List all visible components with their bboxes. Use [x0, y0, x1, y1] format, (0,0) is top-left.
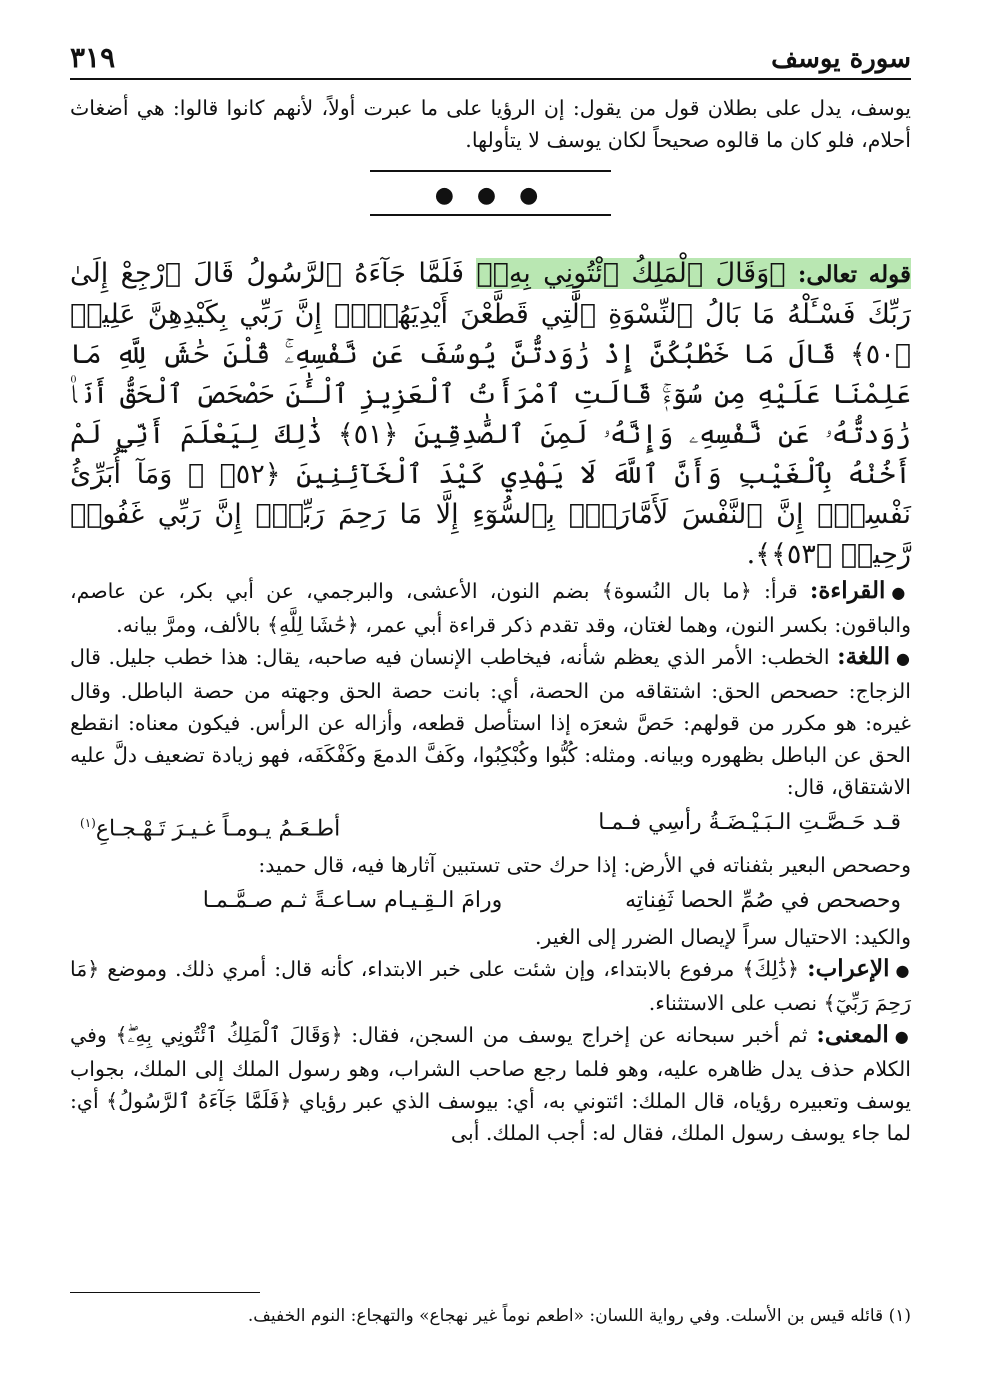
irab-section: [70, 953, 911, 1019]
footnote-number: (١): [888, 1306, 911, 1326]
separator-rule-bottom: [370, 214, 611, 216]
footnote-text: قائله قيس بن الأسلت. وفي رواية اللسان: «اطعم نوماً غير نهجاع» والتهجاع: النوم الخفيف.: [247, 1306, 884, 1326]
poem1-second-text: أطـعَـمُ يـومـاً غـيـرَ تَـهْـجـاعِ: [95, 816, 341, 842]
qiraah-label: القراءة:: [809, 577, 886, 604]
bullet-icon: ●: [895, 961, 911, 981]
irab-text: ﴿ذَٰلِكَ﴾ مرفوع بالابتداء، وإن شئت على خبر الابتداء، كأنه قال: أمري ذلك. وموضع ﴿مَا رَحِمَ رَبِّيٓ﴾ نصب على الاستثناء.: [70, 957, 911, 1016]
page-number: ٣١٩: [70, 41, 116, 74]
poem-verse-2: [70, 881, 911, 921]
page-body: [70, 92, 911, 1149]
mana-text: ثم أخبر سبحانه عن إخراج يوسف من السجن، فقال: ﴿وَقَالَ ٱلْمَلِكُ ٱئْتُونِي بِهِۦۖ﴾ وفي الكلام حذف يدل ظاهره عليه، وهو فلما رجع صاحب الشراب، وهو رسول الملك إلى الملك، بجواب يوسف وتعبيره رؤياه، قال الملك: ائتوني به، أي: بيوسف الذي عبر رؤياي ﴿فَلَمَّا جَآءَهُ ٱلرَّسُولُ﴾ أي: لما جاء يوسف رسول الملك، فقال له: أجب الملك. أبى: [70, 1023, 911, 1146]
bullet-icon: ●: [896, 649, 911, 668]
verse-label: قوله تعالى:: [797, 261, 912, 288]
verse-text: فَلَمَّا جَآءَهُ ٱلرَّسُولُ قَالَ ٱرْجِعْ إِلَىٰ رَبِّكَ فَسْـَٔلْهُ مَا بَالُ ٱلنِّسْوَةِ ٱلَّٰتِي قَطَّعْنَ أَيْدِيَهُنَّۚ إِنَّ رَبِّي بِكَيْدِهِنَّ عَلِيمٞ ﴿٥٠﴾ قَالَ مَا خَطْبُكُنَّ إِذْ رَٰوَدتُّنَّ يُوسُفَ عَن نَّفْسِهِۦۚ قُلْنَ حَٰشَ لِلَّهِ مَا عَلِمْنَا عَلَيْهِ مِن سُوٓءٖۚ قَالَتِ ٱمْرَأَتُ ٱلْعَزِيزِ ٱلْـَٰٔنَ حَصْحَصَ ٱلْحَقُّ أَنَا۠ رَٰوَدتُّهُۥ عَن نَّفْسِهِۦ وَإِنَّهُۥ لَمِنَ ٱلصَّٰدِقِينَ ﴿٥١﴾ ذَٰلِكَ لِيَعْلَمَ أَنِّي لَمْ أَخُنْهُ بِٱلْغَيْبِ وَأَنَّ ٱللَّهَ لَا يَهْدِي كَيْدَ ٱلْخَآئِنِينَ ﴿٥٢﴾ ۞ وَمَآ أُبَرِّئُ نَفْسِيٓۚ إِنَّ ٱلنَّفْسَ لَأَمَّارَةُۢ بِٱلسُّوٓءِ إِلَّا مَا رَحِمَ رَبِّيٓۚ إِنَّ رَبِّي غَفُورٞ رَّحِيمٞ ﴿٥٣﴾﴾.: [70, 258, 911, 570]
footnote-rule: [70, 1292, 260, 1293]
poem2-first-hemistich: وحصحص في صُمِّ الحصا ثَفِناتِه: [625, 888, 901, 914]
qiraah-section: [70, 575, 911, 641]
kayd-definition: والكيد: الاحتيال سراً لإيصال الضرر إلى الغير.: [535, 925, 911, 950]
highlighted-verse-start: [476, 258, 911, 289]
surah-title: سورة يوسف: [771, 44, 911, 74]
separator-rule-top: [370, 170, 611, 172]
lugha-mid-text: وحصحص البعير بثفناته في الأرض: إذا حرك حتى تستبين آثارها فيه، قال حميد:: [258, 853, 911, 878]
verse-highlight-text: ﴿وَقَالَ ٱلْمَلِكُ ٱئْتُونِي بِهِۦۖ: [476, 258, 786, 289]
lugha-section: [70, 641, 911, 803]
quran-verse-block: [70, 254, 911, 575]
page-header: [70, 30, 911, 80]
lugha-text: الخطب: الأمر الذي يعظم شأنه، فيخاطب الإنسان فيه صاحبه، يقال: هذا خطب جليل. قال الزجاج: حصحص الحق: اشتقاقه من الحصة، أي: بانت حصة الحق وجهته من حصة الباطل. وقال غيره: هو مكرر من قولهم: حَصَّ شعرَه إذا استأصل قطعه، وأزاله عن الرأس. فيكون معناه: انقطع الحق عن الباطل بظهوره وبيانه. ومثله: كُبُّوا وكُبْكِبُوا، وكَفَّ الدمعَ وكَفْكَفَه، فهو زيادة تضعيف دلَّ عليه الاشتقاق، قال:: [70, 645, 911, 799]
poem2-second-hemistich: ورامَ الـقِـيـام سـاعـةً ثـم صـمَّـمـا: [202, 888, 503, 914]
lugha-label: اللغة:: [837, 643, 891, 670]
mana-section: [70, 1019, 911, 1149]
separator-dots: ● ● ●: [434, 183, 547, 208]
irab-label: الإعراب:: [807, 955, 890, 983]
footnote-ref: (١): [80, 816, 96, 830]
section-separator: [70, 158, 911, 254]
bullet-icon: ●: [891, 583, 911, 602]
mana-label: المعنى:: [816, 1021, 889, 1049]
poem1-first-hemistich: قـد حَـصَّـتِ الـبَـيْـضَـةُ رأسِي فـمـا: [598, 810, 901, 835]
footnote: [70, 1302, 911, 1330]
poem1-second-hemistich: [80, 803, 340, 849]
bullet-icon: ●: [894, 1027, 911, 1047]
qiraah-text: قرأ: ﴿ما بال النُسوة﴾ بضم النون، الأعشى، والبرجمي، عن أبي بكر، عن عاصم، والباقون: بكسر النون، وهما لغتان، وقد تقدم ذكر قراءة أبي عمر، ﴿حَٰشَا لِلَّهِ﴾ بالألف، ومرَّ بيانه.: [70, 579, 911, 637]
intro-paragraph: يوسف، يدل على بطلان قول من يقول: إن الرؤيا على ما عبرت أولاً، لأنهم كانوا قالوا: هي أضغاث أحلام، فلو كان ما قالوه صحيحاً لكان يوسف لا يتأولها.: [70, 96, 911, 152]
poem-verse-1: [70, 803, 911, 849]
